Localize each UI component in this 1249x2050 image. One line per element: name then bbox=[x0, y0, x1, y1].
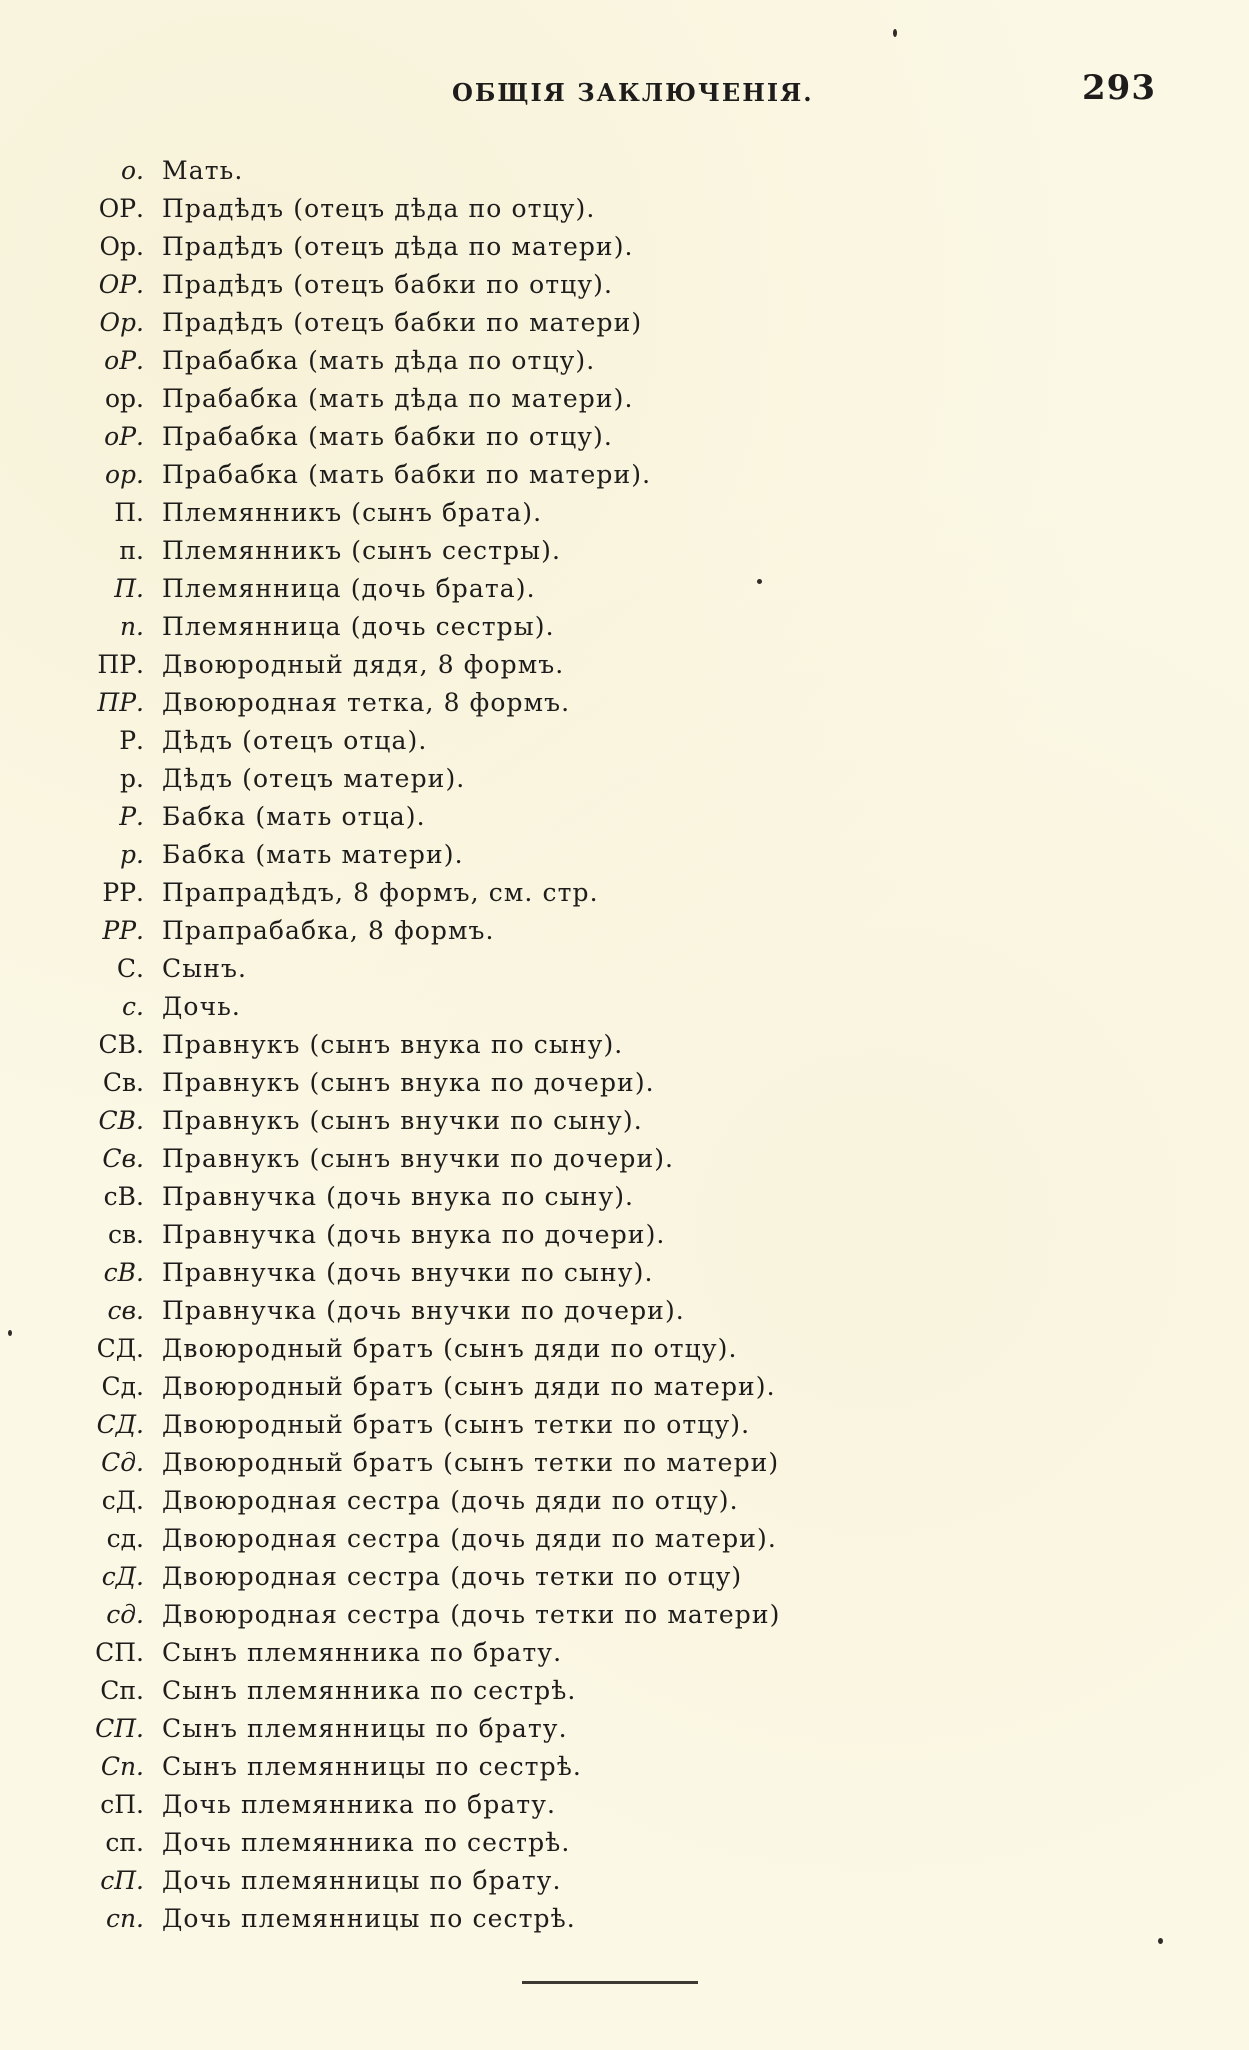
entry-abbreviation: Ор. bbox=[99, 308, 144, 337]
entry-definition: Прапрабабка, 8 формъ. bbox=[162, 916, 495, 945]
entry-definition: Прадѣдъ (отецъ дѣда по отцу). bbox=[162, 194, 596, 223]
list-item bbox=[62, 1444, 842, 1482]
entry-definition: Бабка (мать отца). bbox=[162, 802, 426, 831]
print-speck bbox=[1158, 1938, 1163, 1944]
entry-abbreviation: оР. bbox=[104, 346, 144, 375]
entry-definition: Дочь племянницы по брату. bbox=[162, 1866, 562, 1895]
entry-definition: Дочь племянника по брату. bbox=[162, 1790, 557, 1819]
entry-definition: Правнукъ (сынъ внука по дочери). bbox=[162, 1068, 655, 1097]
entry-abbreviation: Св. bbox=[102, 1068, 144, 1097]
entry-abbreviation: Сп. bbox=[100, 1676, 144, 1705]
entry-definition: Двоюродный братъ (сынъ дяди по отцу). bbox=[162, 1334, 738, 1363]
entry-abbreviation: сД. bbox=[101, 1486, 144, 1515]
entry-definition: Дочь племянницы по сестрѣ. bbox=[162, 1904, 576, 1933]
entry-definition: Правнучка (дочь внука по дочери). bbox=[162, 1220, 666, 1249]
list-item bbox=[62, 532, 842, 570]
entry-definition: Двоюродный дядя, 8 формъ. bbox=[162, 650, 565, 679]
list-item bbox=[62, 380, 842, 418]
entry-definition: Правнучка (дочь внучки по дочери). bbox=[162, 1296, 685, 1325]
list-item bbox=[62, 1900, 842, 1938]
entry-abbreviation: С. bbox=[116, 954, 144, 983]
list-item bbox=[62, 342, 842, 380]
entry-abbreviation: оР. bbox=[104, 422, 144, 451]
entry-definition: Племянникъ (сынъ брата). bbox=[162, 498, 543, 527]
entry-abbreviation: Р. bbox=[119, 802, 144, 831]
entry-definition: Двоюродный братъ (сынъ дяди по матери). bbox=[162, 1372, 776, 1401]
entry-abbreviation: сП. bbox=[100, 1866, 144, 1895]
entry-abbreviation: с. bbox=[122, 992, 144, 1021]
entry-definition: Племянница (дочь брата). bbox=[162, 574, 536, 603]
entry-abbreviation: Ор. bbox=[99, 232, 144, 261]
list-item bbox=[62, 684, 842, 722]
entry-abbreviation: Сд. bbox=[101, 1372, 144, 1401]
entry-abbreviation: СВ. bbox=[98, 1106, 144, 1135]
list-item bbox=[62, 570, 842, 608]
entry-definition: Племянница (дочь сестры). bbox=[162, 612, 555, 641]
entry-abbreviation: СП. bbox=[95, 1638, 144, 1667]
entry-abbreviation: св. bbox=[107, 1296, 144, 1325]
entry-abbreviation: сд. bbox=[106, 1524, 144, 1553]
entry-definition: Бабка (мать матери). bbox=[162, 840, 464, 869]
list-item bbox=[62, 418, 842, 456]
entry-definition: Дѣдъ (отецъ отца). bbox=[162, 726, 428, 755]
list-item bbox=[62, 1824, 842, 1862]
list-item bbox=[62, 798, 842, 836]
list-item bbox=[62, 1330, 842, 1368]
page-number: 293 bbox=[1082, 68, 1156, 108]
list-item bbox=[62, 722, 842, 760]
entry-definition: Племянникъ (сынъ сестры). bbox=[162, 536, 562, 565]
entry-abbreviation: сп. bbox=[105, 1904, 144, 1933]
entry-abbreviation: о. bbox=[121, 156, 144, 185]
entry-abbreviation: РР. bbox=[102, 878, 144, 907]
entry-definition: Прапрадѣдъ, 8 формъ, см. стр. bbox=[162, 878, 599, 907]
entry-definition: Прадѣдъ (отецъ бабки по отцу). bbox=[162, 270, 614, 299]
entry-definition: Прадѣдъ (отецъ бабки по матери) bbox=[162, 308, 643, 337]
entry-abbreviation: сд. bbox=[106, 1600, 144, 1629]
entry-definition: Дѣдъ (отецъ матери). bbox=[162, 764, 466, 793]
list-item bbox=[62, 1710, 842, 1748]
entry-definition: Прабабка (мать бабки по отцу). bbox=[162, 422, 613, 451]
entry-definition: Правнукъ (сынъ внука по сыну). bbox=[162, 1030, 624, 1059]
list-item bbox=[62, 874, 842, 912]
entry-definition: Сынъ. bbox=[162, 954, 248, 983]
entry-abbreviation: Сд. bbox=[101, 1448, 144, 1477]
entry-abbreviation: П. bbox=[114, 498, 144, 527]
entry-abbreviation: сП. bbox=[100, 1790, 144, 1819]
entry-definition: Правнучка (дочь внука по сыну). bbox=[162, 1182, 635, 1211]
entry-abbreviation: ор. bbox=[104, 384, 144, 413]
list-item bbox=[62, 760, 842, 798]
entry-definition: Двоюродный братъ (сынъ тетки по отцу). bbox=[162, 1410, 751, 1439]
list-item bbox=[62, 152, 842, 190]
entry-definition: Дочь. bbox=[162, 992, 241, 1021]
list-item bbox=[62, 1216, 842, 1254]
entry-abbreviation: ОР. bbox=[98, 270, 144, 299]
list-item bbox=[62, 950, 842, 988]
list-item bbox=[62, 190, 842, 228]
list-item bbox=[62, 494, 842, 532]
list-item bbox=[62, 1178, 842, 1216]
entry-abbreviation: СД. bbox=[96, 1334, 144, 1363]
closing-rule bbox=[522, 1981, 698, 1984]
list-item bbox=[62, 646, 842, 684]
print-speck bbox=[757, 579, 762, 584]
list-item bbox=[62, 1786, 842, 1824]
entry-abbreviation: РР. bbox=[102, 916, 144, 945]
entry-definition: Двоюродная сестра (дочь тетки по матери) bbox=[162, 1600, 781, 1629]
entry-abbreviation: Сп. bbox=[100, 1752, 144, 1781]
entry-definition: Сынъ племянника по сестрѣ. bbox=[162, 1676, 577, 1705]
list-item bbox=[62, 1862, 842, 1900]
entry-abbreviation: СД. bbox=[96, 1410, 144, 1439]
list-item bbox=[62, 1064, 842, 1102]
entry-abbreviation: Св. bbox=[102, 1144, 144, 1173]
entry-abbreviation: сВ. bbox=[103, 1182, 144, 1211]
list-item bbox=[62, 266, 842, 304]
entry-abbreviation: сД. bbox=[101, 1562, 144, 1591]
print-speck bbox=[8, 1330, 12, 1336]
entry-abbreviation: св. bbox=[107, 1220, 144, 1249]
entry-definition: Двоюродная сестра (дочь дяди по матери). bbox=[162, 1524, 777, 1553]
list-item bbox=[62, 1140, 842, 1178]
entry-definition: Прабабка (мать дѣда по отцу). bbox=[162, 346, 596, 375]
entry-definition: Прабабка (мать бабки по матери). bbox=[162, 460, 652, 489]
list-item bbox=[62, 1748, 842, 1786]
entry-abbreviation: ПР. bbox=[97, 688, 144, 717]
entry-abbreviation: ОР. bbox=[98, 194, 144, 223]
entry-abbreviation: Р. bbox=[119, 726, 144, 755]
entry-abbreviation: р. bbox=[120, 764, 144, 793]
entry-definition: Сынъ племянницы по брату. bbox=[162, 1714, 568, 1743]
list-item bbox=[62, 912, 842, 950]
entry-definition: Прадѣдъ (отецъ дѣда по матери). bbox=[162, 232, 634, 261]
entry-abbreviation: СП. bbox=[95, 1714, 144, 1743]
print-speck bbox=[893, 29, 897, 37]
list-item bbox=[62, 1520, 842, 1558]
entry-definition: Двоюродная сестра (дочь дяди по отцу). bbox=[162, 1486, 739, 1515]
list-item bbox=[62, 1634, 842, 1672]
abbreviation-list bbox=[62, 152, 842, 1938]
entry-definition: Дочь племянника по сестрѣ. bbox=[162, 1828, 571, 1857]
entry-definition: Двоюродная сестра (дочь тетки по отцу) bbox=[162, 1562, 743, 1591]
list-item bbox=[62, 1292, 842, 1330]
list-item bbox=[62, 456, 842, 494]
list-item bbox=[62, 1672, 842, 1710]
entry-abbreviation: п. bbox=[119, 536, 144, 565]
entry-definition: Правнукъ (сынъ внучки по сыну). bbox=[162, 1106, 643, 1135]
list-item bbox=[62, 988, 842, 1026]
entry-abbreviation: ор. bbox=[104, 460, 144, 489]
entry-definition: Сынъ племянника по брату. bbox=[162, 1638, 563, 1667]
entry-definition: Правнучка (дочь внучки по сыну). bbox=[162, 1258, 654, 1287]
list-item bbox=[62, 1254, 842, 1292]
list-item bbox=[62, 836, 842, 874]
list-item bbox=[62, 1558, 842, 1596]
entry-abbreviation: сп. bbox=[105, 1828, 144, 1857]
entry-abbreviation: р. bbox=[120, 840, 144, 869]
entry-abbreviation: сВ. bbox=[103, 1258, 144, 1287]
list-item bbox=[62, 1596, 842, 1634]
entry-definition: Мать. bbox=[162, 156, 244, 185]
page-title: ОБЩІЯ ЗАКЛЮЧЕНІЯ. bbox=[452, 78, 814, 107]
entry-abbreviation: п. bbox=[119, 612, 144, 641]
entry-definition: Прабабка (мать дѣда по матери). bbox=[162, 384, 634, 413]
entry-abbreviation: П. bbox=[114, 574, 144, 603]
list-item bbox=[62, 1368, 842, 1406]
entry-definition: Сынъ племянницы по сестрѣ. bbox=[162, 1752, 582, 1781]
entry-abbreviation: СВ. bbox=[98, 1030, 144, 1059]
list-item bbox=[62, 1482, 842, 1520]
entry-definition: Двоюродный братъ (сынъ тетки по матери) bbox=[162, 1448, 780, 1477]
list-item bbox=[62, 1102, 842, 1140]
list-item bbox=[62, 228, 842, 266]
list-item bbox=[62, 1026, 842, 1064]
list-item bbox=[62, 608, 842, 646]
entry-definition: Двоюродная тетка, 8 формъ. bbox=[162, 688, 571, 717]
list-item bbox=[62, 304, 842, 342]
entry-abbreviation: ПР. bbox=[97, 650, 144, 679]
list-item bbox=[62, 1406, 842, 1444]
entry-definition: Правнукъ (сынъ внучки по дочери). bbox=[162, 1144, 675, 1173]
